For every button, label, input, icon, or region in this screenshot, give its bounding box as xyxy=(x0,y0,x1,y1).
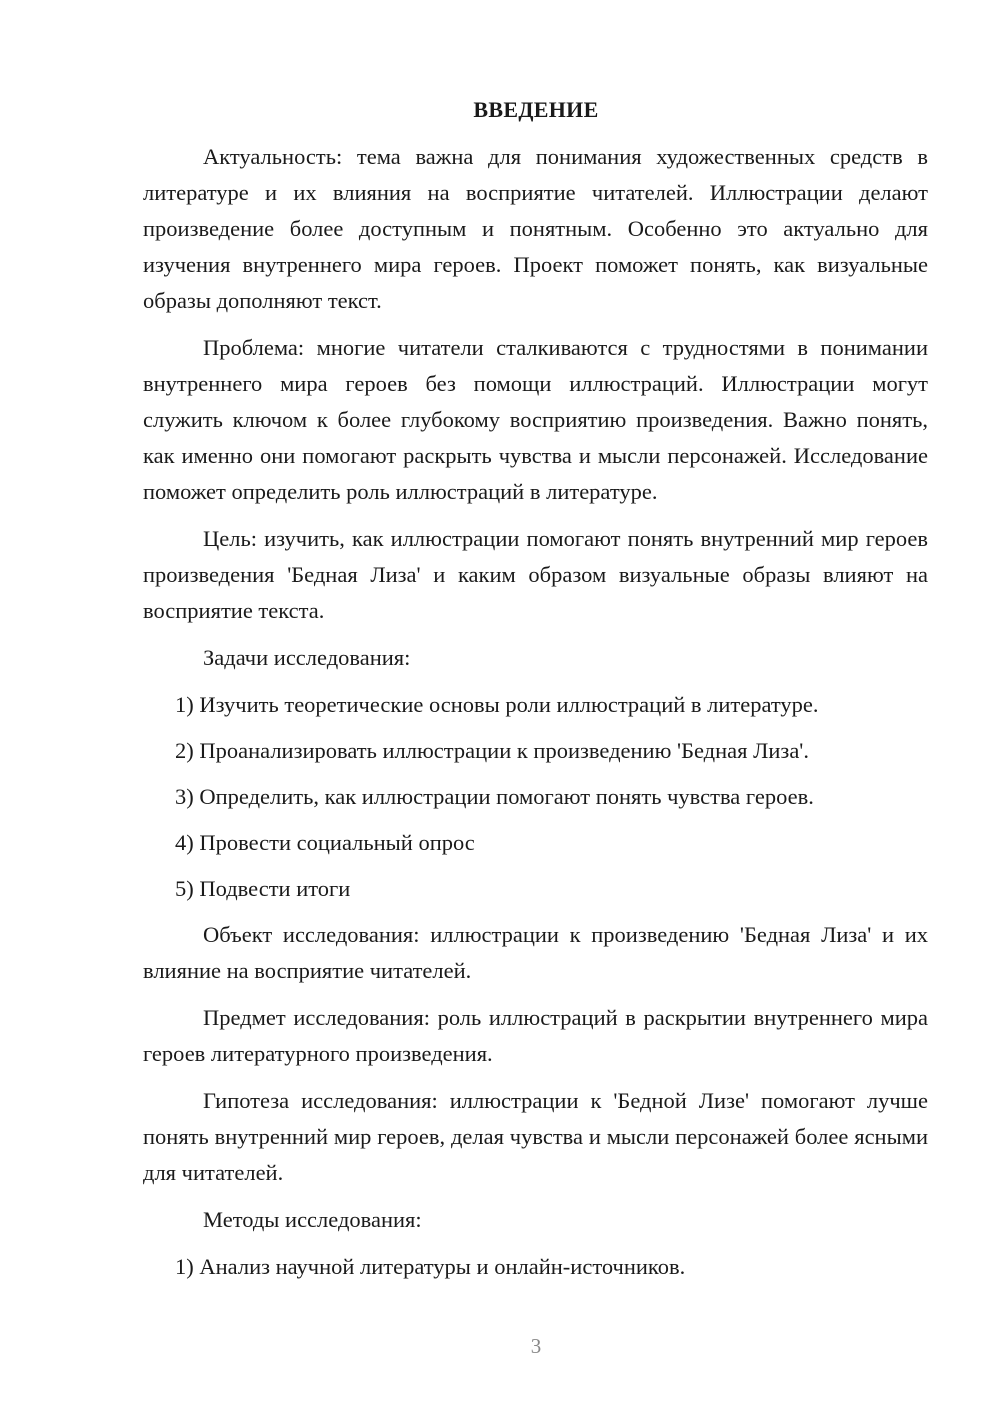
object-paragraph: Объект исследования: иллюстрации к произведению 'Бедная Лиза' и их влияние на восприятие читателей. xyxy=(143,922,928,983)
page-title: ВВЕДЕНИЕ xyxy=(473,97,599,122)
goal-paragraph: Цель: изучить, как иллюстрации помогают понять внутренний мир героев произведения 'Бедная Лиза' и каким образом визуальные образы влияют на восприятие текста. xyxy=(143,526,928,623)
subject-paragraph: Предмет исследования: роль иллюстраций в раскрытии внутреннего мира героев литературного произведения. xyxy=(143,1005,928,1066)
relevance-paragraph: Актуальность: тема важна для понимания художественных средств в литературе и их влияния на восприятие читателей. Иллюстрации делают произведение более доступным и понятным. Особенно это актуально для изучения внутреннего мира героев. Проект поможет понять, как визуальные образы дополняют текст. xyxy=(143,144,928,313)
hypothesis-paragraph: Гипотеза исследования: иллюстрации к 'Бедной Лизе' помогают лучше понять внутренний мир героев, делая чувства и мысли персонажей более ясными для читателей. xyxy=(143,1088,928,1185)
methods-heading: Методы исследования: xyxy=(203,1207,422,1232)
task-item: 1) Изучить теоретические основы роли иллюстраций в литературе. xyxy=(175,692,819,717)
task-item: 5) Подвести итоги xyxy=(175,876,351,901)
task-item: 2) Проанализировать иллюстрации к произведению 'Бедная Лиза'. xyxy=(175,738,809,763)
tasks-heading: Задачи исследования: xyxy=(203,645,411,670)
task-item: 3) Определить, как иллюстрации помогают понять чувства героев. xyxy=(175,784,814,809)
page-number: 3 xyxy=(530,1334,542,1358)
problem-paragraph: Проблема: многие читатели сталкиваются с трудностями в понимании внутреннего мира героев без помощи иллюстраций. Иллюстрации могут служить ключом к более глубокому восприятию произведения. Важно понять, как именно они помогают раскрыть чувства и мысли персонажей. Исследование поможет определить роль иллюстраций в литературе. xyxy=(143,335,928,504)
method-item: 1) Анализ научной литературы и онлайн-источников. xyxy=(175,1254,686,1279)
document-body xyxy=(143,139,928,1295)
task-item: 4) Провести социальный опрос xyxy=(175,830,475,855)
